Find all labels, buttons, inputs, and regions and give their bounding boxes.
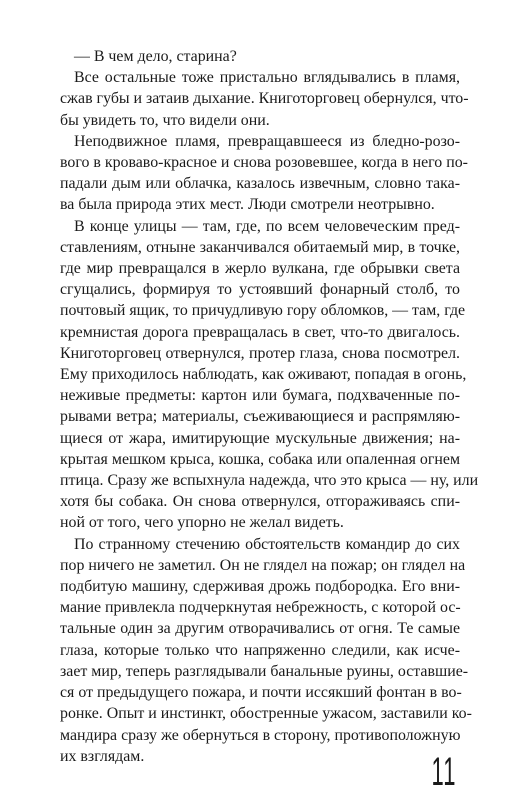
text-line: бы увидеть то, что видели они. [60,111,270,129]
paragraph [60,46,460,67]
text-line: Все остальные тоже пристально вглядывались в пламя, [74,69,460,87]
text-line: ной от того, чего упорно не желал видеть. [60,514,344,532]
text-line: мандира сразу же обернуться в сторону, противоположную [60,726,461,744]
text-line: глаза, которые только что напряженно следили, как исче- [60,641,460,659]
paragraph [60,131,468,216]
text-line: Неподвижное пламя, превращавшееся из бледно-розо- [74,132,460,150]
text-line: подбитую машину, сдерживая дрожь подбородка. Его вни- [60,578,460,596]
text-line: ся от предыдущего пожара, и почти иссякший фонтан в во- [60,684,462,702]
text-line: Книготорговец отвернулся, протер глаза, снова посмотрел. [60,344,460,362]
text-line: крытая мешком крыса, кошка, собака или опаленная огнем [60,450,460,468]
text-line: По странному стечению обстоятельств командир до сих [74,535,460,553]
text-line: щиеся от жара, имитирующие мускульные движения; на- [60,429,460,447]
text-line: неживые предметы: картон или бумага, подхваченные по- [60,387,460,405]
text-line: мание привлекла подчеркнутая небрежность, с которой ос- [60,599,461,617]
text-line: их взглядам. [60,747,145,765]
text-line: ронке. Опыт и инстинкт, обостренные ужасом, заставили ко- [60,705,472,723]
text-line: пор ничего не заметил. Он не глядел на пожар; он глядел на [60,556,466,574]
text-line: сжав губы и затаив дыхание. Книготорговец обернулся, что- [60,90,469,108]
text-line: — В чем дело, старина? [74,48,237,65]
text-line: вого в кроваво-красное и снова розовевшее, когда в него по- [60,154,468,172]
paragraph [60,534,472,767]
paragraph [60,67,469,131]
text-line: В конце улицы — там, где, по всем человеческим пред- [74,217,460,235]
text-line: тальные один за другим отворачивались от огня. Те самые [60,620,460,638]
text-line: ва была природа этих мест. Люди смотрели неотрывно. [60,196,435,214]
paragraph [60,216,479,534]
text-line: рывами ветра; материалы, съеживающиеся и распрямляю- [60,408,460,426]
text-line: Ему приходилось наблюдать, как оживают, попадая в огонь, [60,366,467,384]
text-line: где мир превращался в жерло вулкана, где обрывки света [60,260,460,278]
text-line: почтовый ящик, то причудливую гору обломков, — там, где [60,302,466,320]
text-line: сгущались, формируя то устоявший фонарный столб, то [60,281,460,299]
text-line: кремнистая дорога превращалась в свет, что-то двигалось. [60,323,460,341]
text-line: зает мир, теперь разглядывали банальные руины, оставшие- [60,662,469,680]
book-page-text [60,46,479,767]
text-line: падали дым или облачка, казалось извечным, словно така- [60,175,460,193]
text-line: хотя бы собака. Он снова отвернулся, отгораживаясь спи- [60,493,460,511]
text-line: ставлениям, отныне заканчивался обитаемый мир, в точке, [60,238,460,256]
page-number: 11 [431,750,457,794]
text-line: птица. Сразу же вспыхнула надежда, что это крыса — ну, или [60,472,479,490]
